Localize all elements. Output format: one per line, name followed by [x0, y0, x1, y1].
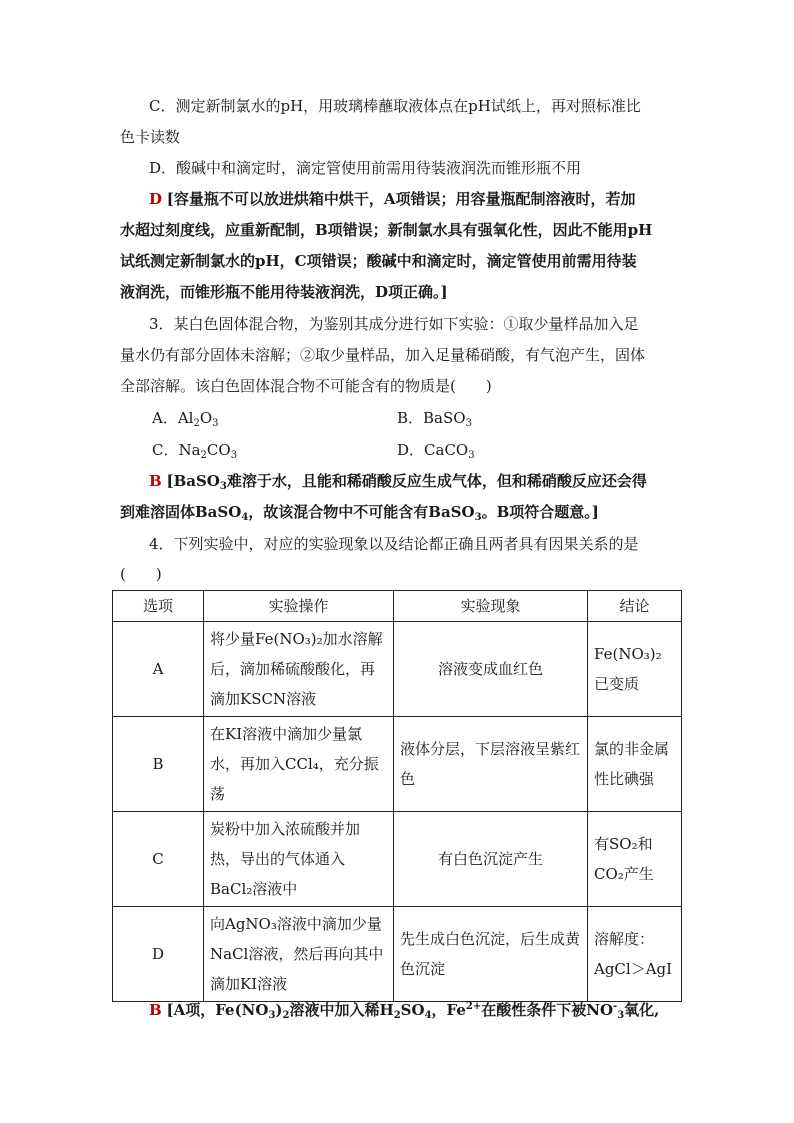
row-option: D — [113, 907, 204, 1002]
header-conclusion: 结论 — [588, 591, 682, 622]
row-phenomenon: 溶液变成血红色 — [394, 622, 588, 717]
answer-2-line2: 水超过刻度线，应重新配制，B项错误；新制氯水具有强氧化性，因此不能用pH — [120, 221, 653, 239]
answer-2-line1: D [容量瓶不可以放进烘箱中烘干，A项错误；用容量瓶配制溶液时，若加 — [149, 190, 636, 208]
question-3-option-d: D．CaCO$_3$ — [397, 441, 475, 461]
table-row — [113, 907, 682, 1002]
row-conclusion: 氯的非金属性比碘强 — [588, 717, 682, 812]
header-operation: 实验操作 — [204, 591, 394, 622]
table-row — [113, 812, 682, 907]
question-3-line3: 全部溶解。该白色固体混合物不可能含有的物质是( ) — [120, 377, 492, 395]
option-d-line: D．酸碱中和滴定时，滴定管使用前需用待装液润洗而锥形瓶不用 — [149, 159, 582, 177]
question-4-line1: 4．下列实验中，对应的实验现象以及结论都正确且两者具有因果关系的是 — [149, 535, 639, 553]
row-conclusion: 溶解度：AgCl＞AgI — [588, 907, 682, 1002]
answer-2-line3: 试纸测定新制氯水的pH，C项错误；酸碱中和滴定时，滴定管使用前需用待装 — [120, 252, 637, 270]
answer-3-line1: B [BaSO$_3$难溶于水，且能和稀硝酸反应生成气体，但和稀硝酸反应还会得 — [149, 472, 647, 492]
answer-2-line4: 液润洗，而锥形瓶不能用待装液润洗，D项正确。] — [120, 283, 448, 301]
question-3-line2: 量水仍有部分固体未溶解；②取少量样品，加入足量稀硝酸，有气泡产生，固体 — [120, 346, 646, 364]
row-phenomenon: 有白色沉淀产生 — [394, 812, 588, 907]
option-c-line2: 色卡读数 — [120, 128, 181, 146]
answer-4-letter: B — [149, 1001, 162, 1019]
question-3-line1: 3．某白色固体混合物，为鉴别其成分进行如下实验：①取少量样品加入足 — [149, 315, 639, 333]
question-4-table — [112, 590, 682, 1002]
row-operation: 将少量Fe(NO₃)₂加水溶解后，滴加稀硫酸酸化，再滴加KSCN溶液 — [204, 622, 394, 717]
answer-3-letter: B — [149, 472, 162, 490]
row-phenomenon: 先生成白色沉淀，后生成黄色沉淀 — [394, 907, 588, 1002]
table-row — [113, 717, 682, 812]
row-conclusion: 有SO₂和CO₂产生 — [588, 812, 682, 907]
row-phenomenon: 液体分层，下层溶液呈紫红色 — [394, 717, 588, 812]
answer-2-letter: D — [149, 190, 163, 208]
row-operation: 向AgNO₃溶液中滴加少量NaCl溶液，然后再向其中滴加KI溶液 — [204, 907, 394, 1002]
header-phenomenon: 实验现象 — [394, 591, 588, 622]
header-option: 选项 — [113, 591, 204, 622]
table-row — [113, 622, 682, 717]
question-3-option-a: A．$Al_2O_3$ — [152, 409, 219, 429]
answer-4-line1: B [A项，$Fe(NO_3)_2$溶液中加入稀$H_2SO_4$，$Fe^{2+}$在酸性条件下被$NO^-_3$氧化, — [149, 1001, 660, 1021]
option-c-line1: C．测定新制氯水的pH，用玻璃棒蘸取液体点在pH试纸上，再对照标准比 — [149, 97, 641, 115]
question-4-line2: ( ) — [120, 565, 162, 583]
row-option: C — [113, 812, 204, 907]
row-option: B — [113, 717, 204, 812]
row-conclusion: Fe(NO₃)₂已变质 — [588, 622, 682, 717]
answer-3-line2: 到难溶固体BaSO$_4$，故该混合物中不可能含有BaSO$_3$。B项符合题意。] — [120, 503, 599, 523]
question-3-option-c: C．$Na_2CO_3$ — [152, 441, 238, 461]
row-option: A — [113, 622, 204, 717]
question-3-option-b: B．BaSO$_3$ — [397, 409, 472, 429]
row-operation: 在KI溶液中滴加少量氯水，再加入CCl₄，充分振荡 — [204, 717, 394, 812]
row-operation: 炭粉中加入浓硫酸并加热，导出的气体通入BaCl₂溶液中 — [204, 812, 394, 907]
